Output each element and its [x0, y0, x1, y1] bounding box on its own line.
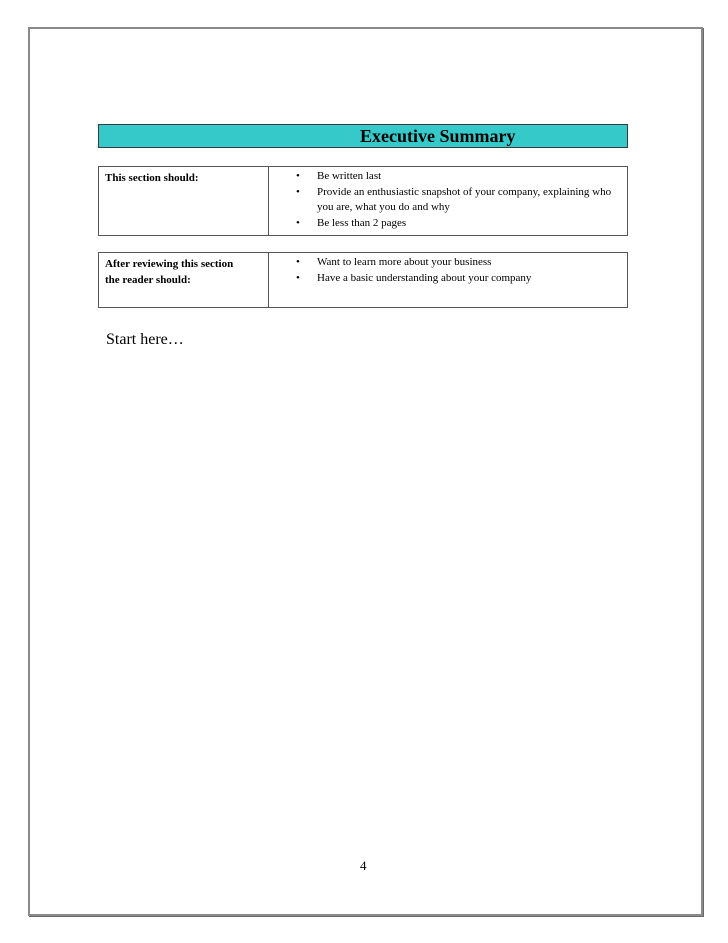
start-here-text[interactable]: Start here…	[106, 331, 184, 348]
guidance-box-section	[98, 166, 628, 236]
list-item	[289, 271, 619, 286]
page-frame	[28, 27, 703, 916]
section-title: Executive Summary	[360, 126, 516, 146]
bullet-icon: •	[296, 186, 300, 198]
guidance-box-reader	[98, 252, 628, 308]
list-item-text: Want to learn more about your business	[317, 256, 492, 268]
list-item	[289, 255, 619, 270]
bullet-list	[289, 255, 619, 287]
list-item-text: Have a basic understanding about your company	[317, 272, 532, 284]
list-item-text: Provide an enthusiastic snapshot of your company, explaining who you are, what you do and why	[317, 186, 612, 213]
bullet-icon: •	[296, 256, 300, 268]
bullet-list	[289, 169, 619, 232]
list-item-text: Be written last	[317, 170, 382, 182]
box-label: This section should:	[105, 172, 199, 184]
bullet-icon: •	[296, 272, 300, 284]
list-item	[289, 216, 619, 231]
list-item	[289, 185, 619, 215]
page-number: 4	[360, 858, 367, 873]
section-title-bar	[98, 124, 628, 148]
bullet-icon: •	[296, 217, 300, 229]
bullet-icon: •	[296, 170, 300, 182]
list-item-text: Be less than 2 pages	[317, 217, 407, 229]
box-divider	[268, 167, 269, 235]
list-item	[289, 169, 619, 184]
box-label: After reviewing this section the reader should:	[105, 258, 234, 286]
box-divider	[268, 253, 269, 307]
